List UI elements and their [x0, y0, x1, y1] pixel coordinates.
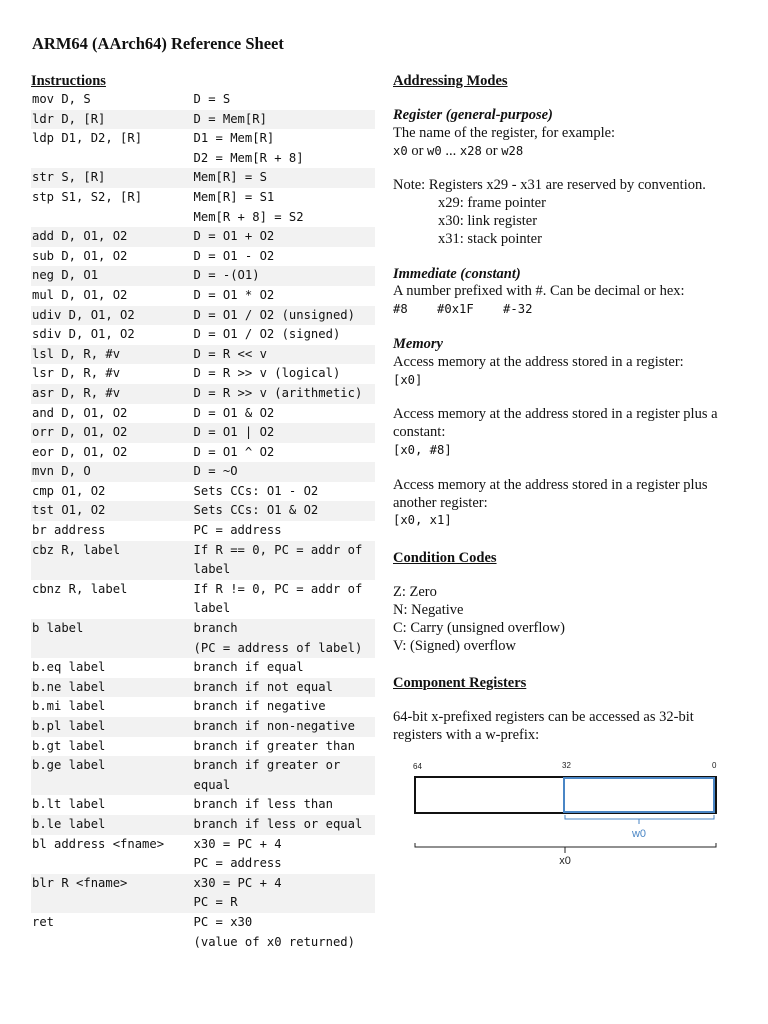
- instruction-description: [194, 306, 375, 326]
- instruction-row: [31, 443, 375, 463]
- instruction-description: [194, 384, 375, 404]
- instruction-description-line: D = O1 - O2: [193, 248, 275, 263]
- instruction-row: [31, 325, 375, 345]
- instruction-description-line: equal: [193, 777, 231, 792]
- instruction-description: [194, 462, 375, 482]
- instruction-description-line: D = Mem[R]: [193, 111, 267, 126]
- memory-code-3: [x0, x1]: [393, 513, 452, 528]
- instruction-mnemonic: orr D, O1, O2: [32, 425, 128, 440]
- instruction-description-line: branch if non-negative: [193, 719, 355, 733]
- instruction-mnemonic: b.eq label: [32, 660, 106, 675]
- instruction-description-line: branch if greater or: [193, 758, 341, 773]
- register-example-w0: w0: [427, 143, 442, 158]
- register-note-3: x31: stack pointer: [438, 230, 542, 247]
- instruction-mnemonic: b label: [32, 621, 84, 636]
- cc-zero: Z: Zero: [393, 584, 437, 601]
- instruction-row: [31, 364, 375, 384]
- instruction-description: [194, 286, 375, 306]
- instruction-description-line: branch if less or equal: [193, 816, 363, 831]
- instruction-mnemonic: lsr D, R, #v: [32, 366, 121, 381]
- instruction-description-line: PC = R: [193, 895, 238, 910]
- instruction-description: [194, 913, 375, 952]
- cc-negative: N: Negative: [393, 601, 464, 618]
- condition-codes-heading: Condition Codes: [393, 550, 497, 567]
- instruction-mnemonic: sdiv D, O1, O2: [32, 327, 135, 342]
- x0-register-box: [415, 777, 716, 813]
- instruction-row: [31, 247, 375, 267]
- register-example-x0: x0: [393, 143, 408, 158]
- addressing-section: [393, 72, 738, 879]
- instruction-description: [194, 541, 375, 580]
- instruction-mnemonic: lsl D, R, #v: [32, 346, 121, 361]
- instruction-mnemonic: ret: [32, 914, 55, 929]
- instruction-description-line: D = O1 / O2 (unsigned): [193, 307, 355, 322]
- instruction-description: [194, 697, 375, 717]
- memory-text-3: Access memory at the address stored in a register plus another register:: [393, 476, 708, 511]
- instruction-row: [31, 266, 375, 286]
- register-note-2: x30: link register: [438, 212, 538, 229]
- page-title: ARM64 (AArch64) Reference Sheet: [32, 34, 284, 53]
- instruction-row: [31, 815, 375, 835]
- bit-label-32: 32: [562, 760, 571, 770]
- instruction-description: [194, 345, 375, 365]
- register-example-x28: x28: [459, 143, 482, 158]
- instruction-description: [194, 717, 375, 737]
- w0-label: w0: [631, 827, 647, 840]
- instruction-row: [31, 404, 375, 424]
- immediate-mode-title: Immediate (constant): [393, 265, 521, 282]
- instruction-description-line: (PC = address of label): [193, 640, 363, 655]
- instruction-row: [31, 658, 375, 678]
- instruction-row: [31, 795, 375, 815]
- instruction-description: [194, 521, 375, 541]
- x0-bracket: [415, 843, 716, 847]
- addressing-heading: Addressing Modes: [393, 73, 508, 89]
- memory-code-1: [x0]: [393, 372, 423, 387]
- instruction-row: [31, 110, 375, 130]
- instruction-row: [31, 345, 375, 365]
- instruction-description: [194, 501, 375, 521]
- x0-label: x0: [559, 854, 571, 867]
- instruction-description: [194, 795, 375, 815]
- immediate-mode-text: A number prefixed with #. Can be decimal or hex:: [393, 283, 685, 300]
- instruction-description-line: Mem[R] = S1: [193, 189, 275, 204]
- instruction-mnemonic: cbz R, label: [32, 542, 121, 557]
- instruction-description-line: PC = x30: [193, 914, 253, 929]
- instruction-description-line: D = S: [193, 92, 231, 106]
- instruction-description-line: branch if not equal: [193, 679, 333, 694]
- instruction-row: [31, 168, 375, 188]
- instruction-description-line: x30 = PC + 4: [193, 836, 282, 851]
- register-examples: x0 or w0 ... x28 or w28: [393, 142, 524, 159]
- instruction-row: [31, 717, 375, 737]
- instruction-mnemonic: mvn D, O: [32, 464, 91, 479]
- instructions-table: [31, 90, 375, 952]
- instruction-mnemonic: stp S1, S2, [R]: [32, 189, 143, 204]
- instruction-description-line: D = O1 * O2: [193, 287, 275, 302]
- instruction-description: [194, 815, 375, 835]
- instruction-description: [194, 874, 375, 913]
- register-note-1: x29: frame pointer: [438, 195, 546, 212]
- instruction-description-line: Mem[R + 8] = S2: [193, 209, 304, 224]
- instruction-mnemonic: mov D, S: [32, 92, 91, 106]
- instruction-description-line: PC = address: [193, 856, 282, 871]
- instruction-description: [194, 168, 375, 188]
- instruction-row: [31, 756, 375, 795]
- instruction-description: [194, 580, 375, 619]
- instruction-mnemonic: asr D, R, #v: [32, 385, 121, 400]
- instruction-description-line: Sets CCs: O1 - O2: [193, 483, 319, 498]
- register-example-w28: w28: [501, 143, 524, 158]
- component-registers-heading: Component Registers: [393, 675, 527, 692]
- instruction-mnemonic: neg D, O1: [32, 268, 99, 283]
- instruction-description-line: Sets CCs: O1 & O2: [193, 503, 319, 518]
- instruction-description-line: label: [193, 562, 231, 577]
- instruction-row: [31, 835, 375, 874]
- instruction-mnemonic: b.gt label: [32, 738, 106, 753]
- instruction-row: [31, 482, 375, 502]
- instructions-heading: Instructions: [31, 73, 106, 89]
- instruction-row: [31, 306, 375, 326]
- bit-label-64: 64: [413, 761, 422, 771]
- instruction-description: [194, 423, 375, 443]
- instruction-description-line: D2 = Mem[R + 8]: [193, 150, 304, 165]
- instruction-description: [194, 737, 375, 757]
- instruction-mnemonic: eor D, O1, O2: [32, 444, 128, 459]
- instruction-row: [31, 90, 375, 110]
- instruction-description: [194, 619, 375, 658]
- register-mode-title: Register (general-purpose): [393, 107, 553, 123]
- instruction-mnemonic: b.ge label: [32, 758, 106, 773]
- instruction-description-line: branch if greater than: [193, 738, 355, 753]
- instruction-description: [194, 835, 375, 874]
- instruction-row: [31, 423, 375, 443]
- instruction-mnemonic: bl address <fname>: [32, 836, 165, 851]
- instruction-mnemonic: tst O1, O2: [32, 503, 106, 518]
- memory-mode-title: Memory: [393, 335, 443, 352]
- register-diagram: [407, 761, 738, 879]
- register-note: Note: Registers x29 - x31 are reserved by convention.: [393, 177, 706, 194]
- instruction-mnemonic: ldr D, [R]: [32, 111, 106, 126]
- instruction-description: [194, 188, 375, 227]
- cc-overflow: V: (Signed) overflow: [393, 637, 516, 654]
- instruction-row: [31, 678, 375, 698]
- instruction-description-line: branch if less than: [193, 797, 333, 812]
- instruction-mnemonic: add D, O1, O2: [32, 229, 128, 244]
- memory-code-2: [x0, #8]: [393, 442, 452, 457]
- instruction-mnemonic: ldp D1, D2, [R]: [32, 131, 143, 146]
- instruction-row: [31, 521, 375, 541]
- instruction-description-line: D = R >> v (logical): [193, 366, 341, 381]
- instruction-description-line: PC = address: [193, 523, 282, 538]
- instruction-row: [31, 286, 375, 306]
- instruction-description-line: branch if negative: [193, 699, 326, 714]
- instruction-row: [31, 501, 375, 521]
- instruction-description: [194, 364, 375, 384]
- instruction-row: [31, 462, 375, 482]
- instruction-row: [31, 384, 375, 404]
- instruction-description: [194, 110, 375, 130]
- instruction-description: [194, 325, 375, 345]
- instruction-mnemonic: udiv D, O1, O2: [32, 307, 135, 322]
- instruction-description: [194, 129, 375, 168]
- instruction-mnemonic: b.pl label: [32, 719, 106, 733]
- instruction-row: [31, 541, 375, 580]
- instruction-mnemonic: sub D, O1, O2: [32, 248, 128, 263]
- instruction-description: [194, 247, 375, 267]
- instruction-row: [31, 874, 375, 913]
- instruction-description-line: D = O1 / O2 (signed): [193, 327, 341, 342]
- instruction-row: [31, 619, 375, 658]
- instruction-description-line: D = O1 | O2: [193, 425, 275, 440]
- instruction-description: [194, 227, 375, 247]
- instruction-description-line: label: [193, 601, 231, 616]
- instruction-description: [194, 678, 375, 698]
- instruction-description-line: branch: [193, 621, 238, 636]
- instruction-description: [194, 658, 375, 678]
- instruction-description: [194, 482, 375, 502]
- instruction-description: [194, 404, 375, 424]
- instruction-description-line: If R == 0, PC = addr of: [193, 542, 363, 557]
- instruction-mnemonic: and D, O1, O2: [32, 405, 128, 420]
- cc-carry: C: Carry (unsigned overflow): [393, 619, 565, 636]
- instruction-mnemonic: cmp O1, O2: [32, 483, 106, 498]
- immediate-examples: #8 #0x1F #-32: [393, 302, 533, 317]
- instruction-description-line: branch if equal: [193, 660, 304, 675]
- instruction-description-line: D = -(O1): [193, 268, 260, 283]
- instruction-description-line: D1 = Mem[R]: [193, 131, 275, 146]
- instruction-description: [194, 266, 375, 286]
- w0-bracket: [565, 815, 714, 819]
- instruction-description: [194, 90, 375, 110]
- instruction-description-line: Mem[R] = S: [193, 170, 267, 185]
- instruction-description-line: D = R >> v (arithmetic): [193, 385, 363, 400]
- memory-text-1: Access memory at the address stored in a register:: [393, 353, 684, 370]
- instruction-mnemonic: b.lt label: [32, 797, 106, 812]
- memory-text-2: Access memory at the address stored in a register plus a constant:: [393, 406, 718, 441]
- instruction-mnemonic: mul D, O1, O2: [32, 287, 128, 302]
- instruction-mnemonic: cbnz R, label: [32, 581, 128, 596]
- instruction-row: [31, 737, 375, 757]
- instruction-description-line: D = O1 ^ O2: [193, 444, 275, 459]
- instruction-description-line: D = O1 & O2: [193, 405, 275, 420]
- component-registers-text: 64-bit x-prefixed registers can be accessed as 32-bit registers with a w-prefix:: [393, 709, 694, 744]
- instruction-mnemonic: str S, [R]: [32, 170, 106, 185]
- instruction-row: [31, 129, 375, 168]
- instruction-description: [194, 756, 375, 795]
- instruction-description-line: D = O1 + O2: [193, 229, 275, 244]
- instruction-description-line: (value of x0 returned): [193, 934, 355, 949]
- instruction-description-line: If R != 0, PC = addr of: [193, 581, 363, 596]
- instruction-row: [31, 580, 375, 619]
- register-mode-text: The name of the register, for example:: [393, 124, 616, 141]
- instruction-mnemonic: b.ne label: [32, 679, 106, 694]
- instruction-mnemonic: blr R <fname>: [32, 875, 128, 890]
- instruction-mnemonic: br address: [32, 523, 106, 538]
- instruction-row: [31, 697, 375, 717]
- instruction-row: [31, 913, 375, 952]
- instruction-description-line: x30 = PC + 4: [193, 875, 282, 890]
- instruction-mnemonic: b.mi label: [32, 699, 106, 714]
- instruction-row: [31, 188, 375, 227]
- bit-label-0: 0: [712, 760, 717, 770]
- instruction-description: [194, 443, 375, 463]
- instructions-section: [31, 72, 375, 952]
- instruction-description-line: D = R << v: [193, 346, 267, 361]
- instruction-mnemonic: b.le label: [32, 816, 106, 831]
- instruction-row: [31, 227, 375, 247]
- instruction-description-line: D = ~O: [193, 464, 238, 479]
- register-diagram-svg: [407, 761, 717, 873]
